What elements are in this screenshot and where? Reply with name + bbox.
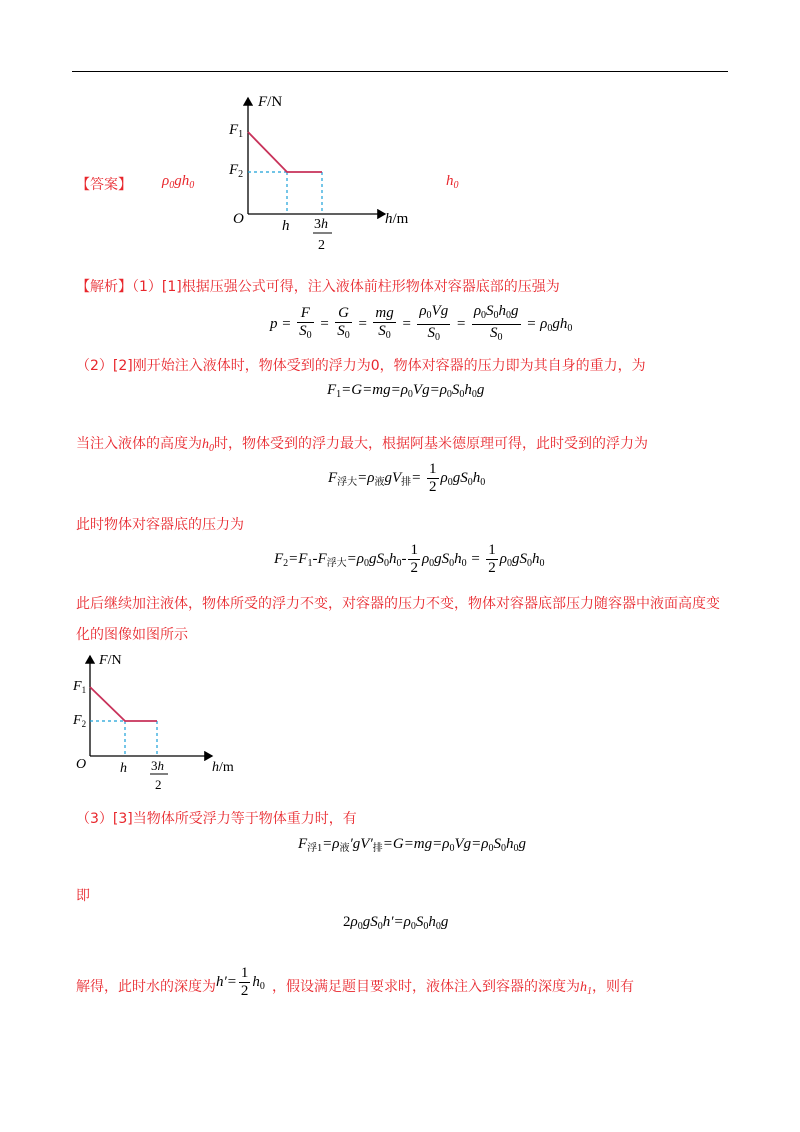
svg-text:2: 2: [155, 777, 162, 792]
pressure-force-equation: $F_2=F_1-F_{浮大}=\rho_0gS_0h_0-$ $\frac{1}{2}$ $\rho_0gS_0h_0$ = $\frac{1}{2}$ $\rho_0gS_0h_0$: [274, 542, 545, 576]
answer-blank-1: $\rho_0gh_0$: [162, 173, 195, 191]
svg-text:F/N: F/N: [99, 653, 122, 668]
svg-text:F2: $F_2$: [73, 713, 87, 729]
analysis-para-1: 【解析】（1）[1]根据压强公式可得，注入液体前柱形物体对容器底部的压强为: [76, 279, 560, 295]
f1-label: $F_1$: [229, 122, 244, 140]
svg-text:O: O: [76, 757, 87, 772]
simplified-equation: $2\rho_0gS_0h'=\rho_0S_0h_0g$: [343, 914, 449, 932]
x-tick-3h-den: 2: [318, 238, 325, 253]
svg-text:h/m: h/m: [212, 760, 234, 775]
x-axis-label: h/m: [385, 211, 409, 227]
analysis-para-8-tail: ，假设满足题目要求时，液体注入到容器的深度为$h_1$，则有: [272, 979, 634, 997]
gravity-equation: $F_1=G=mg=\rho_0Vg=\rho_0S_0h_0g$: [327, 382, 485, 400]
analysis-para-8: 解得，此时水的深度为: [76, 979, 216, 995]
header-rule: [72, 71, 728, 72]
answer-blank-3: $h_0$: [446, 173, 459, 191]
pressure-equation: p = $\frac{F}{S_0}$ = $\frac{G}{S_0}$ = $\frac{mg}{S_0}$ = $\frac{\rho_0Vg}{S_0}$ = $\frac{\rho_0S_0h_0g}{S_0}$ = $\rho_0gh_0$: [270, 303, 573, 343]
analysis-para-6: （3）[3]当物体所受浮力等于物体重力时，有: [76, 811, 357, 827]
analysis-para-7: 即: [76, 888, 90, 904]
analysis-para-2: （2）[2]刚开始注入液体时，物体受到的浮力为0，物体对容器的压力即为其自身的重力，为: [76, 358, 646, 374]
y-axis-label: F/N: [258, 94, 283, 110]
svg-text:h: h: [120, 761, 127, 776]
force-height-graph-1: [225, 92, 409, 262]
svg-text:3h: 3h: [151, 758, 164, 773]
buoyancy-equal-equation: $F_{浮1}=\rho_液'gV'_排=G=mg=\rho_0Vg=\rho_0S_0h_0g$: [298, 836, 526, 854]
depth-equation: h′= $\frac{1}{2}$ $h_0$: [216, 965, 265, 999]
analysis-para-5-line1: 此后继续加注液体，物体所受的浮力不变，对容器的压力不变，物体对容器底部压力随容器中液面高度变: [76, 596, 720, 612]
force-height-graph-2: [70, 650, 250, 820]
answer-label: 【答案】: [76, 177, 132, 193]
svg-text:F1: $F_1$: [73, 679, 87, 695]
analysis-para-5-line2: 化的图像如图所示: [76, 627, 188, 643]
origin-label: O: [233, 211, 244, 227]
analysis-para-3: 当注入液体的高度为$h_0$时，物体受到的浮力最大，根据阿基米德原理可得，此时受到的浮力为: [76, 436, 648, 454]
f2-label: $F_2$: [229, 162, 244, 180]
x-tick-3h-num: 3h: [314, 217, 328, 232]
x-tick-h: h: [282, 218, 290, 234]
analysis-para-4: 此时物体对容器底的压力为: [76, 517, 244, 533]
buoyancy-max-equation: $F_{浮大}=\rho_液gV_排=$ $\frac{1}{2}$ $\rho_0gS_0h_0$: [328, 461, 486, 495]
force-curve: [248, 132, 322, 172]
